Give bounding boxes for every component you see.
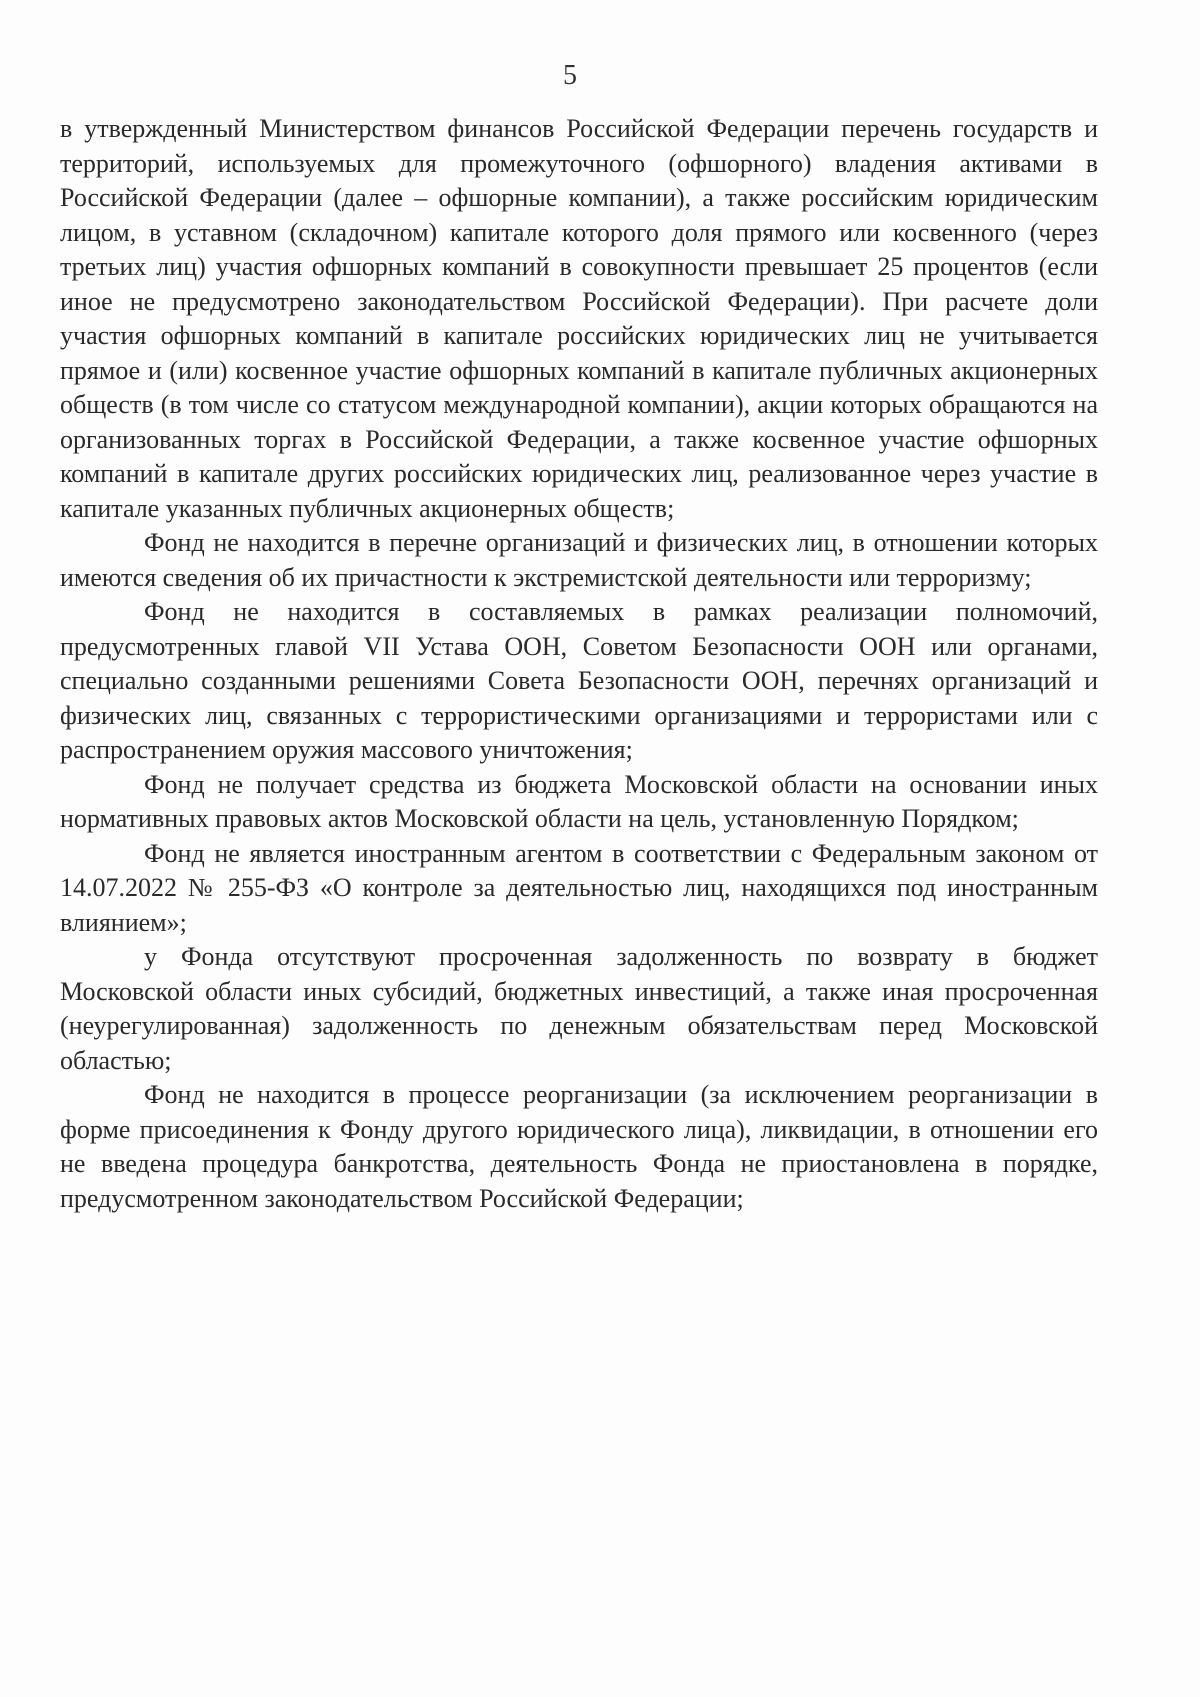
- paragraph-offshore-continuation: в утвержденный Министерством финансов Российской Федерации перечень государств и территорий, используемых для промежуточного (офшорного) владения активами в Российской Федерации (далее – офшорные компании), а также российским юридическим лицом, в уставном (складочном) капитале которого доля прямого или косвенного (через третьих лиц) участия офшорных компаний в совокупности превышает 25 процентов (если иное не предусмотрено законодательством Российской Федерации). При расчете доли участия офшорных компаний в капитале российских юридических лиц не учитывается прямое и (или) косвенное участие офшорных компаний в капитале публичных акционерных обществ (в том числе со статусом международной компании), акции которых обращаются на организованных торгах в Российской Федерации, а также косвенное участие офшорных компаний в капитале других российских юридических лиц, реализованное через участие в капитале указанных публичных акционерных обществ;: [60, 114, 1098, 523]
- page-number: 5: [563, 60, 577, 91]
- paragraph-overdue-debt: у Фонда отсутствуют просроченная задолженность по возврату в бюджет Московской области иных субсидий, бюджетных инвестиций, а также иная просроченная (неурегулированная) задолженность по денежным обязательствам перед Московской областью;: [60, 942, 1098, 1075]
- paragraph-budget-funds: Фонд не получает средства из бюджета Московской области на основании иных нормативных правовых актов Московской области на цель, установленную Порядком;: [60, 769, 1098, 833]
- paragraph-foreign-agent: Фонд не является иностранным агентом в соответствии с Федеральным законом от 14.07.2022 № 255-ФЗ «О контроле за деятельностью лиц, находящихся под иностранным влиянием»;: [60, 838, 1098, 937]
- document-body: [60, 112, 1098, 1216]
- paragraph-reorganization: Фонд не находится в процессе реорганизации (за исключением реорганизации в форме присоединения к Фонду другого юридического лица), ликвидации, в отношении его не введена процедура банкротства, деятельность Фонда не приостановлена в порядке, предусмотренном законодательством Российской Федерации;: [60, 1080, 1098, 1213]
- paragraph-extremism: Фонд не находится в перечне организаций и физических лиц, в отношении которых имеются сведения об их причастности к экстремистской деятельности или терроризму;: [60, 528, 1098, 592]
- paragraph-un-security-council: Фонд не находится в составляемых в рамках реализации полномочий, предусмотренных главой VII Устава ООН, Советом Безопасности ООН или органами, специально созданными решениями Совета Безопасности ООН, перечнях организаций и физических лиц, связанных с террористическими организациями и террористами или с распространением оружия массового уничтожения;: [60, 597, 1098, 764]
